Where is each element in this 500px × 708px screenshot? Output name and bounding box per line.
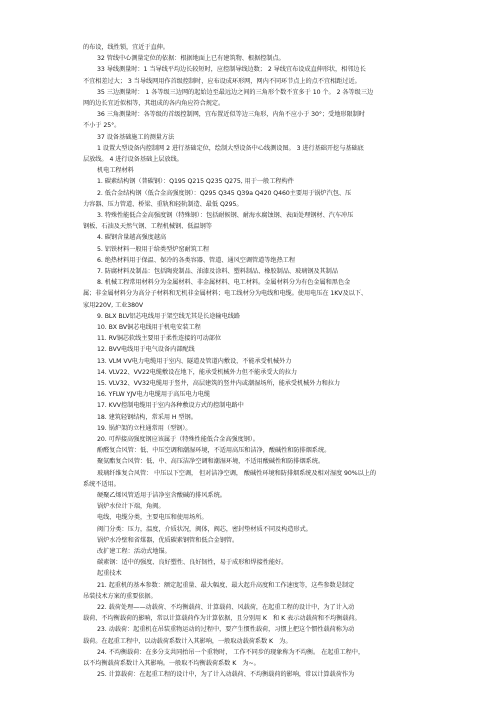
text-line: 7. 防腐材料及制品：包括陶瓷制品、油漆及涂料、塑料制品、橡胶制品、玻璃钢及其制品 xyxy=(97,268,338,275)
text-line: 网的边长宜近似相等，其组成的各内角应符合规定。 xyxy=(83,100,225,107)
text-line: 5. 铝铁材料一般用于给类型炉窑耐筑工程 xyxy=(97,245,210,253)
text-line: 17. KVV控制电缆用于室内各种敷设方式的控制电路中 xyxy=(97,402,244,410)
text-line: 10. BX BV铜芯电线用于机电安装工程 xyxy=(97,324,201,331)
text-line: 15. VLV32、VV32电缆用于竖井，高层建筑的竖井内或潮湿场所，能承受机械外力和拉力 xyxy=(97,380,340,387)
text-line: 钢板、石油及天然气钢、工程机械钢、低温钢等 xyxy=(83,223,212,231)
text-line: 35 三边测量时： 1 各等级三边网的起始边至最远边之间的三角形个数不宜多于 10 个。 2 各等级三边 xyxy=(97,88,374,96)
text-line: 电线、电缆分类，主要电压和使用场所。 xyxy=(97,514,208,522)
text-line: 系统不适用。 xyxy=(83,480,120,488)
text-line: 层放线。 4 进行设备基础上层放线。 xyxy=(83,156,183,163)
text-line: 属；非金属材料分为高分子材料和无机非金属材料；电工线材分为电线和电缆。使用电压在 1KV及以下、 xyxy=(83,290,368,298)
text-line: 硬聚乙烯风管适用于洁净室含酸碱的排风系统。 xyxy=(97,492,226,499)
text-line: 18. 建筑轻钢结构，常采用 H 型钢。 xyxy=(97,413,197,421)
text-line: 的布设，线性锁，宜近于直伸。 xyxy=(83,44,169,51)
text-line: 改扩建工程：活动式地锚。 xyxy=(97,548,171,555)
text-line: 22. 载荷处理——动载荷、不均衡载荷、计算载荷、风载荷，在起重工程的设计中，为了计入动 xyxy=(97,604,355,611)
text-line: 6. 绝热材料用于保温、保冷的各类容器、管道、通风空调管道等绝热工程 xyxy=(97,256,295,264)
text-line: 16. YFLW YJV电力电缆用于高压电力电缆 xyxy=(97,391,210,399)
text-line: 14. VLV22、VV22电缆敷设在地下，能承受机械外力但不能承受大的拉力 xyxy=(97,368,298,376)
text-line: 20. 可焊接高强度钢应该属于（特殊性能低合金高强度钢）。 xyxy=(97,436,259,443)
text-line: 阀门分类：压力，温度，介质状况，阀体，阀芯，密封垫材质不同及构造形式。 xyxy=(97,525,312,533)
text-line: 以不均衡载荷系数计入其影响。一般取不均衡载荷系数 K 为~。 xyxy=(83,660,260,667)
text-line: 玻璃纤维复合风管： 中压以下空调， 但对洁净空调， 酸碱性环境和防排烟系统及相对湿度 90%以上的 xyxy=(97,469,377,477)
text-line: 聚氨酯复合风管：低、中、高压洁净空调和潮湿环境，不适用酸碱性和防排烟系统。 xyxy=(97,458,325,466)
text-line: 36 三角测量时：各等级的首级控制网，宜布置近似等边三角形，内角不应小于 30°；受地形限制时 xyxy=(97,111,365,119)
text-line: 37 设备基础施工的测量方法 xyxy=(97,133,175,141)
text-line: 32 管线中心测量定位的依据：根据地面上已有建筑物、根据控制点。 xyxy=(97,55,285,63)
text-line: 载荷、不均衡载荷的影响，常以计算载荷作为计算依据，且分别用 K 和 K 表示动载荷和不均衡载荷。 xyxy=(83,615,361,623)
text-line: 家用220V, 工业380V xyxy=(83,301,144,309)
text-line: 锅炉水位计下端，角阀。 xyxy=(97,503,165,511)
text-line: 4. 碳钢含量越高强度越高 xyxy=(97,234,167,242)
text-line: 1. 碳素结构钢（普碳钢）：Q195 Q215 Q235 Q275, 用于一般工程构件 xyxy=(97,178,294,186)
text-line: 1 设置大型设备内控制网 2 进行基础定位，绘制大型设备中心线测设图。 3 进行基础开挖与基础底 xyxy=(97,144,364,152)
text-line: 13. VLM VV电力电缆用于室内、隧道及管道内敷设，不能承受机械外力 xyxy=(97,357,292,365)
text-line: 3. 特殊性能低合金高强度钢（特殊钢）：包括耐候钢、耐海水腐蚀钢、表面处理钢材、汽车冲压 xyxy=(97,212,354,219)
text-line: 不宜相差过大； 3 当导线网用作首级控制时，应布设成环形网，网内不同环节点上的点不宜相距过近。 xyxy=(83,77,361,85)
text-line: 碳素钢：适中的强度、良好塑性、良好韧性，易于成形和焊接性能好。 xyxy=(97,559,288,567)
text-line: 11. RV铜芯软线主要用于柔性连接的可动部位 xyxy=(97,335,222,343)
text-line: 23. 动载荷：起重机在吊装重物运动的过程中，要产生惯性载荷，习惯上把这个惯性载荷称为动 xyxy=(97,626,355,634)
text-line: 酚醛复合风管：低、中压空调和潮湿环境，不适用高压和洁净，酸碱性和防排烟系统。 xyxy=(97,447,331,455)
text-line: 21. 起重机的基本参数：额定起重量、最大幅度、最大起升高度和工作速度等，这些参数是制定 xyxy=(97,581,355,589)
text-line: 锅炉水冷壁和省煤器，优质碳素钢管和低合金钢管。 xyxy=(97,536,239,544)
text-line: 起重技术 xyxy=(97,570,122,578)
text-line: 吊装技术方案的重要依据。 xyxy=(83,592,157,600)
text-line: 19. 锅炉架的立柱通常用（型钢）。 xyxy=(97,424,192,432)
text-line: 9. BLX BLV铝芯电线用于架空线无其是长途输电线路 xyxy=(97,312,240,320)
text-line: 25. 计算载荷：在起重工程的设计中，为了计入动载荷、不均衡载荷的影响，常以计算载荷作为 xyxy=(97,671,355,679)
text-line: 33 导线测量时：1 当导线平均边长较短时，应控制导线边数； 2 导线宜布设成直伸形状，相邻边长 xyxy=(97,66,366,74)
text-line: 机电工程材料 xyxy=(97,167,134,175)
text-line: 载荷。在起重工程中，以动载荷系数计入其影响，一般取动载荷系数 K 为。 xyxy=(83,637,292,645)
text-line: 力容器、压力管道、桥梁、重轨和轻轨制造、最低 Q295。 xyxy=(83,200,243,208)
text-line: 24. 不均衡载荷：在多分支共同抬吊一个重物时， 工作不同步的现象称为不均衡。 在起重工程中， xyxy=(97,648,365,656)
text-line: 2. 低合金结构钢（低合金高强度钢）：Q295 Q345 Q39a Q420 Q460主要用于锅炉汽包、压 xyxy=(97,189,352,197)
text-line: 8. 机械工程常用材料分为金属材料、非金属材料、电工材料。金属材料分为有色金属和黑色金 xyxy=(97,279,351,287)
text-line: 12. BVV电线用于电气设备内部配线 xyxy=(97,346,195,354)
text-line: 不小于 25°。 xyxy=(83,122,121,130)
